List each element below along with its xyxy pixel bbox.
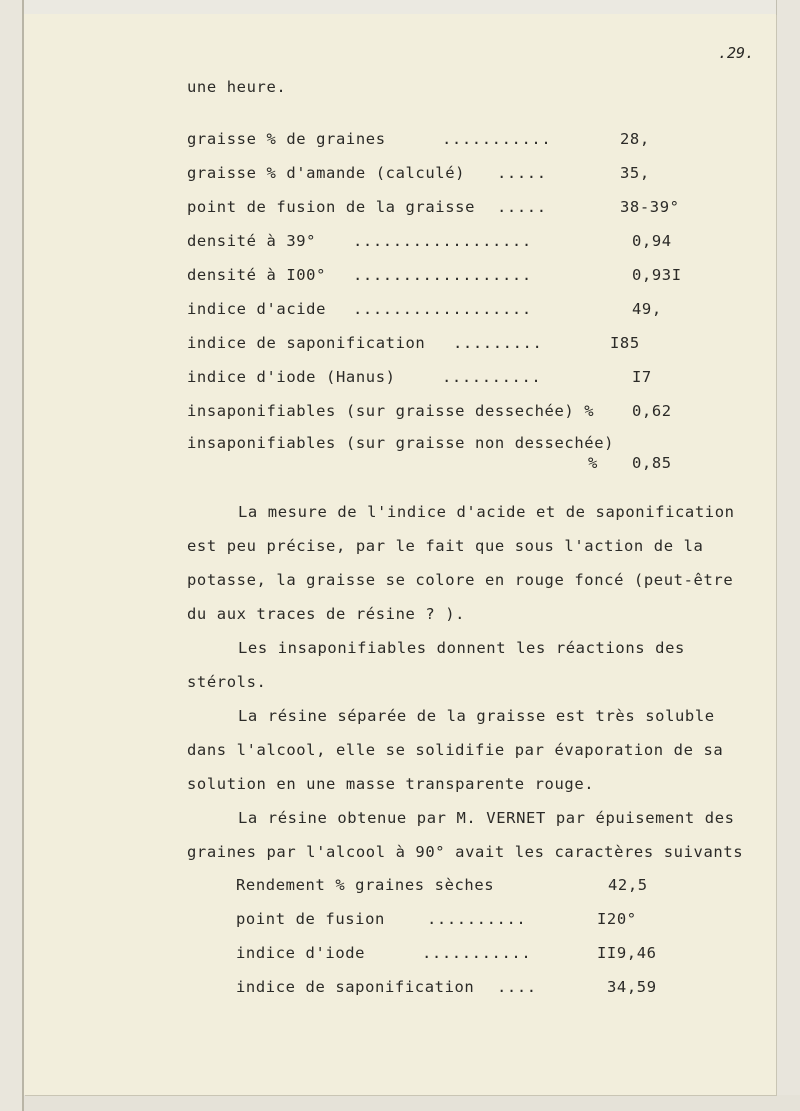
scan-background (0, 0, 800, 14)
dot-leader: ..... (497, 164, 547, 182)
row-value: 38-39° (620, 198, 680, 216)
row-label: insaponifiables (sur graisse dessechée) % (187, 402, 595, 420)
row-label: indice de saponification (236, 978, 475, 996)
row-label: indice d'iode (236, 944, 366, 962)
paragraph-line: La résine obtenue par M. VERNET par épuisement des (238, 809, 735, 827)
paragraph-line: solution en une masse transparente rouge. (187, 775, 595, 793)
row-value: 0,62 (632, 402, 672, 420)
dot-leader: .... (497, 978, 537, 996)
paragraph-line: La résine séparée de la graisse est très soluble (238, 707, 715, 725)
paragraph-line: est peu précise, par le fait que sous l'action de la (187, 537, 704, 555)
scan-right-edge (776, 0, 800, 1111)
page-number: .29. (718, 44, 755, 62)
row-label: graisse % d'amande (calculé) (187, 164, 466, 182)
intro-line: une heure. (187, 78, 287, 96)
paragraph-line: Les insaponifiables donnent les réactions des (238, 639, 685, 657)
row-label: Rendement % graines sèches (236, 876, 495, 894)
row-label: % (588, 454, 598, 472)
dot-leader: ..... (497, 198, 547, 216)
row-label: densité à I00° (187, 266, 327, 284)
row-value: 49, (632, 300, 662, 318)
row-label: point de fusion de la graisse (187, 198, 476, 216)
row-label: point de fusion (236, 910, 385, 928)
dot-leader: ......... (453, 334, 543, 352)
row-value: I85 (610, 334, 640, 352)
dot-leader: .................. (353, 300, 532, 318)
row-label: indice d'iode (Hanus) (187, 368, 396, 386)
row-label: graisse % de graines (187, 130, 386, 148)
paragraph-line: graines par l'alcool à 90° avait les caractères suivants (187, 843, 744, 861)
dot-leader: ........... (422, 944, 532, 962)
row-value: II9,46 (597, 944, 657, 962)
row-value: 0,93I (632, 266, 682, 284)
row-value: 34,59 (607, 978, 657, 996)
dot-leader: .................. (353, 266, 532, 284)
row-value: 28, (620, 130, 650, 148)
row-value: I20° (597, 910, 637, 928)
paragraph-line: du aux traces de résine ? ). (187, 605, 466, 623)
row-value: I7 (632, 368, 652, 386)
dot-leader: .......... (442, 368, 542, 386)
dot-leader: .................. (353, 232, 532, 250)
row-label: indice de saponification (187, 334, 426, 352)
paragraph-line: stérols. (187, 673, 267, 691)
row-value: 42,5 (608, 876, 648, 894)
dot-leader: .......... (427, 910, 527, 928)
paragraph-line: dans l'alcool, elle se solidifie par évaporation de sa (187, 741, 724, 759)
row-label: insaponifiables (sur graisse non dessechée) (187, 434, 615, 452)
dot-leader: ........... (442, 130, 552, 148)
row-value: 0,94 (632, 232, 672, 250)
row-label: indice d'acide (187, 300, 327, 318)
row-value: 0,85 (632, 454, 672, 472)
row-value: 35, (620, 164, 650, 182)
paragraph-line: La mesure de l'indice d'acide et de saponification (238, 503, 735, 521)
row-label: densité à 39° (187, 232, 317, 250)
binding-edge (0, 0, 24, 1111)
paragraph-line: potasse, la graisse se colore en rouge foncé (peut-être (187, 571, 734, 589)
scan-bottom-edge (24, 1095, 800, 1111)
